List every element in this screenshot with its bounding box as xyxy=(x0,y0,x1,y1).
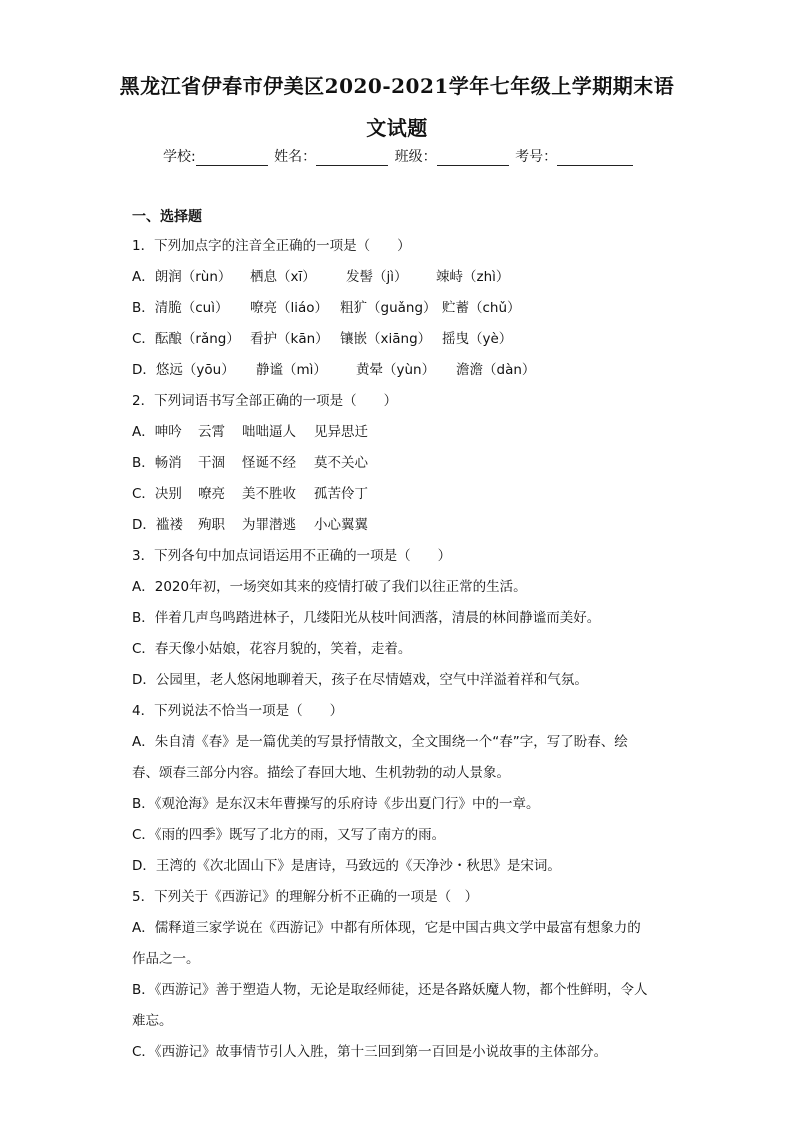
option-cell: D．悠远（yōu） xyxy=(132,362,235,378)
option-cell: 嘹亮（liáo） xyxy=(250,300,329,316)
class-blank[interactable] xyxy=(437,151,509,166)
question-option xyxy=(132,510,672,541)
option-cell: 摇曳（yè） xyxy=(442,331,513,347)
question-option: B．《西游记》善于塑造人物，无论是取经师徒，还是各路妖魔人物，都个性鲜明，令人 xyxy=(132,982,648,998)
option-cell: 看护（kān） xyxy=(250,331,329,347)
option-cell: 见异思迁 xyxy=(314,424,368,440)
option-cell: B．畅消 xyxy=(132,455,182,471)
name-blank[interactable] xyxy=(316,151,388,166)
class-label: 班级： xyxy=(394,149,437,165)
option-cell: 美不胜收 xyxy=(242,486,296,502)
question-option: 春、颂春三部分内容。描绘了春回大地、生机勃勃的动人景象。 xyxy=(132,765,510,781)
question-option xyxy=(132,448,672,479)
question-option: A．儒释道三家学说在《西游记》中都有所体现，它是中国古典文学中最富有想象力的 xyxy=(132,920,641,936)
option-cell: 孤苦伶丁 xyxy=(314,486,368,502)
exam-title-line-2: 文试题 xyxy=(366,116,428,140)
option-cell: 为罪潜逃 xyxy=(242,517,296,533)
question-option: C．《西游记》故事情节引人入胜，第十三回到第一百回是小说故事的主体部分。 xyxy=(132,1044,608,1060)
question-option xyxy=(132,479,672,510)
question-stem: 4．下列说法不恰当一项是（ ） xyxy=(132,703,344,719)
option-cell: 云霄 xyxy=(198,424,225,440)
question-option: C．春天像小姑娘，花容月貌的，笑着，走着。 xyxy=(132,641,412,657)
question-option xyxy=(132,417,672,448)
questions-container xyxy=(132,231,672,1068)
option-cell: 竦峙（zhì） xyxy=(436,269,510,285)
option-cell: 发髻（jì） xyxy=(346,269,408,285)
question-option xyxy=(132,355,672,386)
option-cell: 莫不关心 xyxy=(314,455,368,471)
question-option: A．朱自清《春》是一篇优美的写景抒情散文，全文围绕一个“春”字，写了盼春、绘 xyxy=(132,734,628,750)
question-stem: 1．下列加点字的注音全正确的一项是（ ） xyxy=(132,238,411,254)
question-option: D．王湾的《次北固山下》是唐诗，马致远的《天净沙・秋思》是宋词。 xyxy=(132,858,561,874)
option-cell: C．决别 xyxy=(132,486,182,502)
question-stem: 3．下列各句中加点词语运用不正确的一项是（ ） xyxy=(132,548,452,564)
question-option xyxy=(132,324,672,355)
question-option: 作品之一。 xyxy=(132,951,200,967)
option-cell: 殉职 xyxy=(198,517,225,533)
option-cell: 镶嵌（xiāng） xyxy=(340,331,432,347)
option-cell: 咄咄逼人 xyxy=(242,424,296,440)
option-cell: A．朗润（rùn） xyxy=(132,269,232,285)
option-cell: D．褴褛 xyxy=(132,517,183,533)
exam-no-blank[interactable] xyxy=(557,151,633,166)
option-cell: 澹澹（dàn） xyxy=(456,362,536,378)
school-label: 学校: xyxy=(163,149,196,165)
option-cell: 干涸 xyxy=(198,455,225,471)
section-heading: 一、选择题 xyxy=(132,209,202,225)
question-stem: 5．下列关于《西游记》的理解分析不正确的一项是（ ） xyxy=(132,889,479,905)
exam-no-label: 考号： xyxy=(515,149,558,165)
student-info-row xyxy=(163,146,635,166)
option-cell: B．清脆（cuì） xyxy=(132,300,229,316)
exam-title-line-1: 黑龙江省伊春市伊美区2020-2021学年七年级上学期期末语 xyxy=(119,74,675,98)
question-option: 难忘。 xyxy=(132,1013,173,1029)
question-option xyxy=(132,262,672,293)
option-cell: 栖息（xī） xyxy=(250,269,316,285)
option-cell: C．酝酿（rǎng） xyxy=(132,331,240,347)
question-option: B．伴着几声鸟鸣踏进林子，几缕阳光从枝叶间洒落，清晨的林间静谧而美好。 xyxy=(132,610,601,626)
option-cell: 嘹亮 xyxy=(198,486,225,502)
option-cell: 贮蓄（chǔ） xyxy=(442,300,521,316)
question-option: A．2020年初，一场突如其来的疫情打破了我们以往正常的生活。 xyxy=(132,579,527,595)
option-cell: 黄晕（yùn） xyxy=(356,362,436,378)
question-stem: 2．下列词语书写全部正确的一项是（ ） xyxy=(132,393,398,409)
question-option: C．《雨的四季》既写了北方的雨，又写了南方的雨。 xyxy=(132,827,446,843)
question-option: D．公园里，老人悠闲地聊着天，孩子在尽情嬉戏，空气中洋溢着祥和气氛。 xyxy=(132,672,588,688)
question-option xyxy=(132,293,672,324)
name-label: 姓名： xyxy=(274,149,317,165)
school-blank[interactable] xyxy=(196,151,268,166)
option-cell: 粗犷（guǎng） xyxy=(340,300,437,316)
option-cell: 静谧（mì） xyxy=(256,362,327,378)
option-cell: A．呻吟 xyxy=(132,424,182,440)
question-option: B．《观沧海》是东汉末年曹操写的乐府诗《步出夏门行》中的一章。 xyxy=(132,796,540,812)
option-cell: 小心翼翼 xyxy=(314,517,368,533)
option-cell: 怪诞不经 xyxy=(242,455,296,471)
